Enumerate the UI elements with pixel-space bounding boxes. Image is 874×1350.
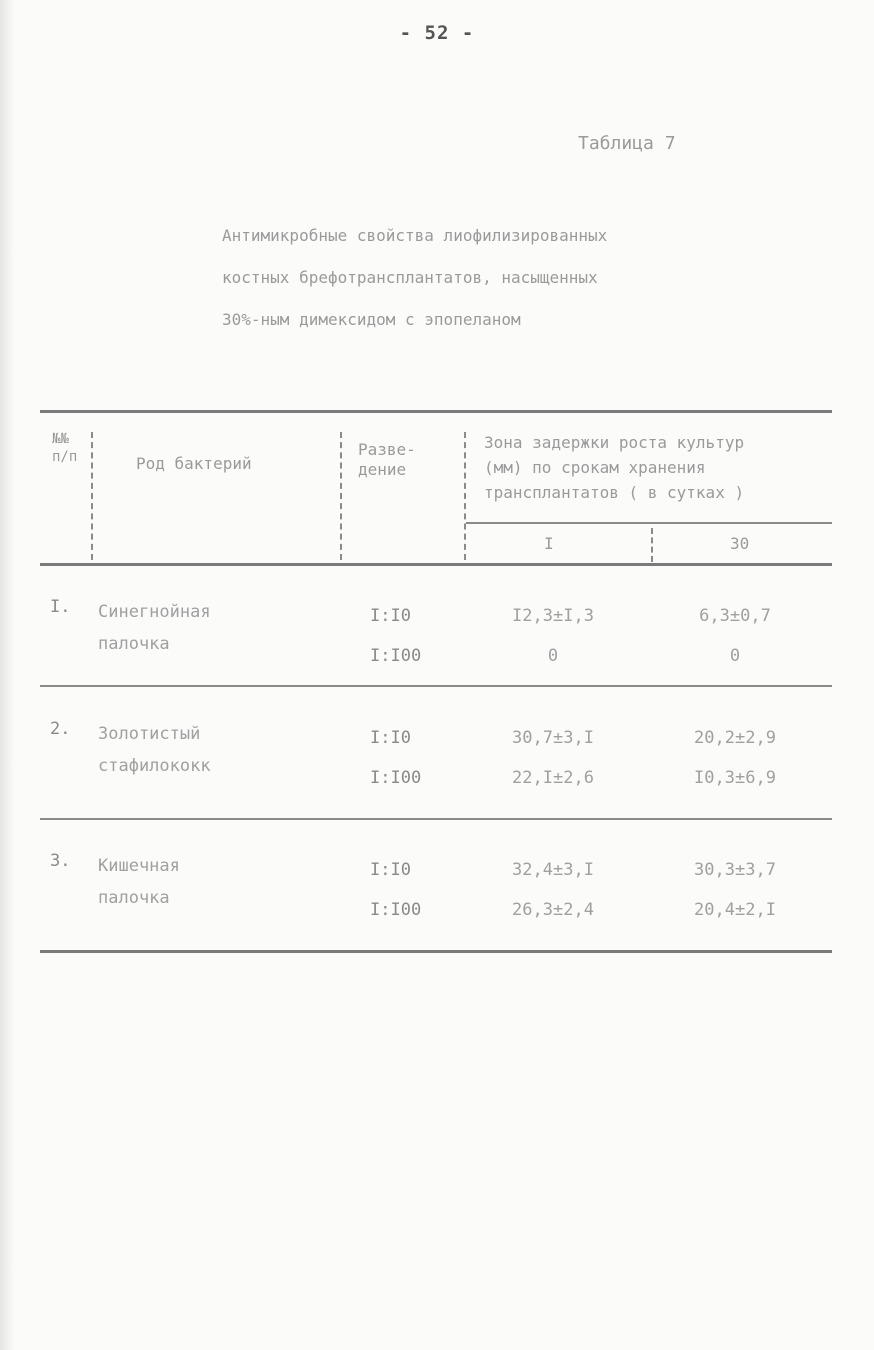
dilution-values: I:I0 I:I00: [370, 728, 422, 788]
page-number: - 52 -: [399, 22, 475, 44]
table-label: Таблица 7: [578, 133, 676, 154]
day30-zone-values: 30,3±3,7 20,4±2,I: [694, 860, 776, 920]
bacteria-genus: Золотистый стафилококк: [98, 724, 211, 776]
table-bottom-rule: [40, 950, 832, 953]
header-column-separator: [464, 432, 466, 560]
day1-zone-values: I2,3±I,3 0: [512, 606, 594, 666]
scan-edge-shadow: [0, 0, 14, 1350]
num-column-header: №№ п/п: [52, 431, 78, 465]
header-column-separator: [651, 528, 653, 562]
row-number: I.: [50, 597, 71, 617]
genus-column-header: Род бактерий: [136, 454, 252, 473]
bacteria-genus: Кишечная палочка: [98, 856, 180, 908]
day30-zone-values: 6,3±0,7 0: [699, 606, 771, 666]
row-number: 2.: [50, 719, 71, 739]
day1-zone-values: 32,4±3,I 26,3±2,4: [512, 860, 594, 920]
dilution-values: I:I0 I:I00: [370, 606, 422, 666]
table-top-rule: [40, 410, 832, 413]
header-column-separator: [91, 432, 93, 560]
zone-column-header: Зона задержки роста культур (мм) по срокам хранения трансплантатов ( в сутках ): [484, 433, 745, 502]
caption-line: 30%-ным димексидом с эпопеланом: [222, 310, 521, 329]
table-caption: [222, 215, 782, 341]
day-30-header: 30: [730, 534, 750, 553]
row-divider: [40, 685, 832, 687]
caption-line: Антимикробные свойства лиофилизированных: [222, 226, 608, 245]
row-number: 3.: [50, 851, 71, 871]
day-1-header: I: [544, 534, 554, 553]
row-divider: [40, 818, 832, 820]
bacteria-genus: Синегнойная палочка: [98, 602, 211, 654]
day30-zone-values: 20,2±2,9 I0,3±6,9: [694, 728, 776, 788]
dilution-column-header: Разве- дение: [358, 440, 416, 479]
dilution-values: I:I0 I:I00: [370, 860, 422, 920]
subheader-rule: [466, 522, 832, 524]
caption-line: костных брефотрансплантатов, насыщенных: [222, 268, 598, 287]
header-bottom-rule: [40, 563, 832, 566]
header-column-separator: [340, 432, 342, 560]
day1-zone-values: 30,7±3,I 22,I±2,6: [512, 728, 594, 788]
